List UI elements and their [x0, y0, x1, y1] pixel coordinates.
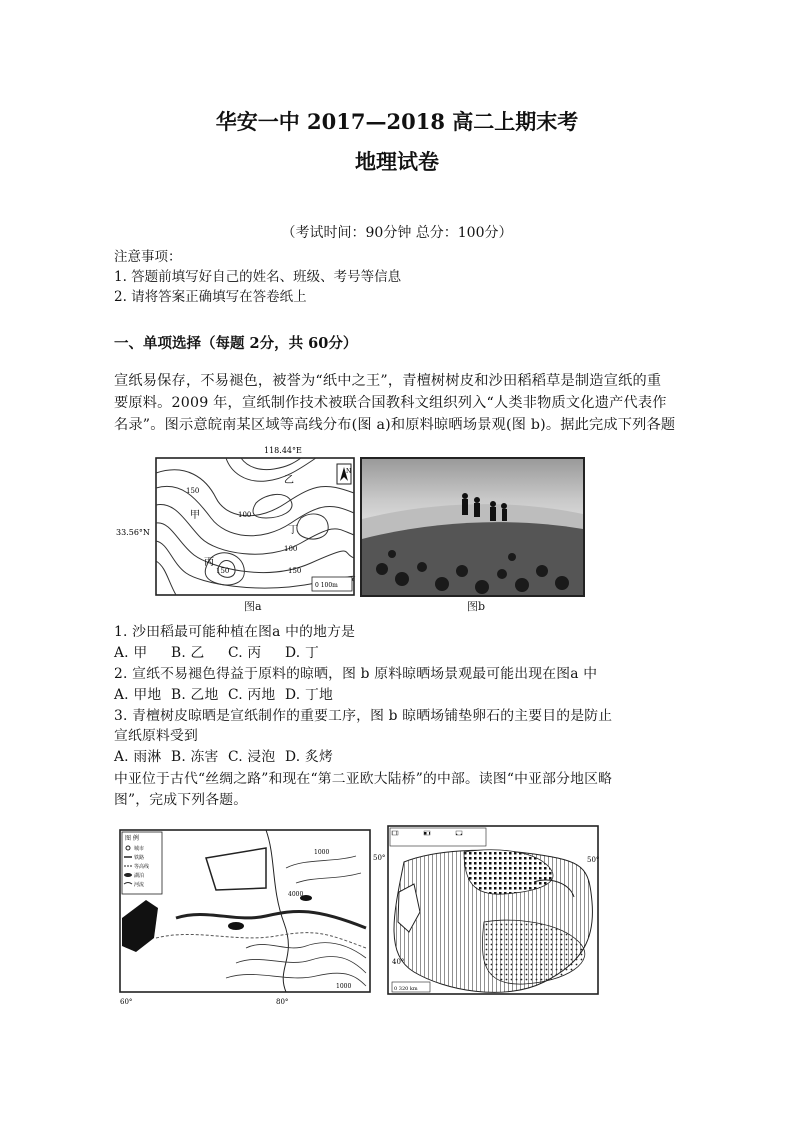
- legend-box: [390, 828, 486, 846]
- notes-item-2: 2. 请将答案正确填写在答卷纸上: [114, 289, 307, 305]
- figure-d: [384, 822, 604, 1002]
- figure-c: [116, 828, 386, 1008]
- question-2-options: [114, 685, 333, 706]
- contour-label: 1000: [336, 983, 352, 990]
- legend-contour: 等高线: [134, 864, 150, 870]
- option-d[interactable]: D. 丁地: [285, 687, 333, 703]
- exam-title: 华安一中 2017—2018 高二上期末考: [215, 109, 579, 134]
- legend-title: 图 例: [125, 835, 139, 842]
- option-a[interactable]: A. 甲: [114, 645, 148, 661]
- contour-label: 4000: [288, 891, 304, 898]
- place-jia: 甲: [190, 510, 200, 521]
- figure-a-caption: 图a: [244, 600, 262, 613]
- legend-river: 河流: [134, 882, 145, 888]
- section-title: 一、单项选择（每题 2分，共 60分）: [114, 335, 358, 352]
- option-d[interactable]: D. 丁: [285, 645, 319, 661]
- question-3-stem: 3. 青檀树皮晾晒是宣纸制作的重要工序，图 b 晾晒场铺垫卵石的主要目的是防止: [114, 708, 613, 724]
- exam-info: （考试时间：90分钟 总分：100分）: [281, 225, 513, 241]
- option-d[interactable]: D. 炙烤: [285, 749, 333, 765]
- option-b[interactable]: B. 冻害: [171, 749, 219, 765]
- contour-label: 1000: [314, 849, 330, 856]
- contour-label: 100: [284, 545, 298, 553]
- option-c[interactable]: C. 丙: [228, 645, 262, 661]
- place-bing: 丙: [204, 557, 214, 568]
- option-b[interactable]: B. 乙地: [171, 687, 219, 703]
- contour-label: 150: [186, 487, 200, 495]
- passage1-line-2: 要原料。2009 年，宣纸制作技术被联合国教科文组织列入“人类非物质文化遗产代表作: [114, 395, 667, 411]
- option-a[interactable]: A. 甲地: [114, 687, 162, 703]
- question-1-stem: 1. 沙田稻最可能种植在图a 中的地方是: [114, 624, 356, 640]
- latitude-label: 33.56°N: [116, 528, 150, 537]
- option-a[interactable]: A. 雨淋: [114, 749, 162, 765]
- lat-label: 40°: [392, 958, 405, 966]
- passage2-line-2: 图”，完成下列各题。: [114, 792, 248, 808]
- lon-label: 60°: [120, 998, 133, 1006]
- scale-label: 0 320 km: [394, 986, 418, 992]
- figure-a: [116, 443, 358, 618]
- lat-label: 50°: [587, 856, 600, 864]
- option-c[interactable]: C. 浸泡: [228, 749, 276, 765]
- passage2-line-1: 中亚位于古代“丝绸之路”和现在“第二亚欧大陆桥”的中部。读图“中亚部分地区略: [114, 771, 613, 787]
- passage1-line-3: 名录”。图示意皖南某区域等高线分布(图 a)和原料晾晒场景观(图 b)。据此完成下列各题: [114, 417, 676, 433]
- place-ding: 丁: [288, 525, 298, 536]
- lat-label: 50°: [373, 854, 386, 862]
- contour-label: 150: [216, 567, 230, 575]
- place-yi: 乙: [284, 475, 294, 486]
- contour-label: 150: [288, 567, 302, 575]
- central-asia-map: [116, 828, 386, 1008]
- figure-b-photo: [360, 457, 585, 597]
- option-c[interactable]: C. 丙地: [228, 687, 276, 703]
- question-3-stem-cont: 宣纸原料受到: [114, 728, 198, 744]
- contour-label: 100: [238, 511, 252, 519]
- question-3-options: [114, 747, 333, 768]
- notes-heading: 注意事项：: [114, 249, 182, 265]
- question-1-options: [114, 643, 319, 664]
- option-b[interactable]: B. 乙: [171, 645, 205, 661]
- legend-rail: 铁路: [134, 855, 145, 861]
- passage1-line-1: 宣纸易保存，不易褪色，被誉为“纸中之王”，青檀树树皮和沙田稻稻草是制造宣纸的重: [114, 373, 662, 389]
- scale-label: 0 100m: [315, 582, 338, 589]
- notes-item-1: 1. 答题前填写好自己的姓名、班级、考号等信息: [114, 269, 402, 285]
- contour-map: [116, 443, 358, 618]
- lon-label: 80°: [276, 998, 289, 1006]
- map-frame: [156, 458, 354, 595]
- exam-subject: 地理试卷: [355, 149, 439, 174]
- longitude-label: 118.44°E: [264, 446, 302, 455]
- figure-b-caption: 图b: [467, 600, 486, 613]
- north-label: N: [346, 468, 352, 475]
- central-asia-region-map: [384, 822, 604, 1002]
- legend-lake: 湖泊: [134, 873, 145, 879]
- question-2-stem: 2. 宣纸不易褪色得益于原料的晾晒，图 b 原料晾晒场景观最可能出现在图a 中: [114, 666, 598, 682]
- legend-city: 城市: [134, 846, 145, 852]
